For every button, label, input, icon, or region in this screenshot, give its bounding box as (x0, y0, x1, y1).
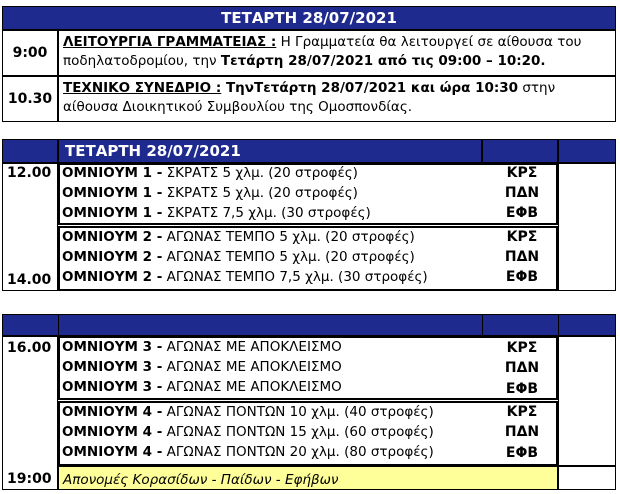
bottom-ceremony-text: Απονομές Κορασίδων - Παίδων - Εφήβων (63, 472, 339, 488)
mid-event-2: ΟΜΝΙΟΥΜ 1 - ΣΚΡΑΤΣ 5 χλμ. (20 στροφές) (62, 185, 358, 201)
top-table (2, 6, 616, 116)
bottom-event-6: ΟΜΝΙΟΥΜ 4 - ΑΓΩΝΑΣ ΠΟΝΤΩΝ 20 χλμ. (80 στροφές) (62, 444, 434, 460)
bottom-event-3: ΟΜΝΙΟΥΜ 3 - ΑΓΩΝΑΣ ΜΕ ΑΠΟΚΛΕΙΣΜΟ (62, 379, 342, 395)
bottom-event-1: ΟΜΝΙΟΥΜ 3 - ΑΓΩΝΑΣ ΜΕ ΑΠΟΚΛΕΙΣΜΟ (62, 339, 342, 355)
bottom-ceremony-cell (58, 466, 558, 490)
mid-event-3: ΟΜΝΙΟΥΜ 1 - ΣΚΡΑΤΣ 7,5 χλμ. (30 στροφές) (62, 205, 371, 221)
bottom-right-col (558, 336, 616, 466)
mid-code-4: ΚΡΣ (506, 229, 538, 245)
top-row1-text2a: ποδηλατοδρομίου, την (63, 53, 221, 69)
bottom-time-start: 16.00 (7, 340, 52, 356)
bottom-header-bar (2, 314, 616, 336)
bottom-time-col (2, 336, 58, 490)
mid-header-left (2, 139, 58, 163)
mid-event-1: ΟΜΝΙΟΥΜ 1 - ΣΚΡΑΤΣ 5 χλμ. (20 στροφές) (62, 165, 358, 181)
bottom-time-end: 19:00 (7, 471, 52, 487)
top-row1-text (58, 30, 616, 76)
mid-event-6: ΟΜΝΙΟΥΜ 2 - ΑΓΩΝΑΣ ΤΕΜΠΟ 7,5 χλμ. (30 στροφές) (62, 269, 428, 285)
mid-code-5: ΠΔΝ (504, 249, 540, 265)
top-row2-title: ΤΕΧΝΙΚΟ ΣΥΝΕΔΡΙΟ : (63, 80, 222, 96)
top-row2-text2: αίθουσα Διοικητικού Συμβουλίου της Ομοσπονδίας. (63, 99, 413, 115)
mid-code-1: ΚΡΣ (506, 165, 538, 181)
top-row2-text (58, 76, 616, 122)
mid-code-6: ΕΦΒ (505, 269, 539, 285)
bottom-code-5: ΠΔΝ (504, 424, 540, 440)
mid-code-2: ΠΔΝ (504, 185, 540, 201)
top-row1-text2b: Τετάρτη 28/07/2021 από τις 09:00 – 10:20. (220, 53, 546, 69)
bottom-header-sep2 (482, 314, 483, 336)
mid-right-col (558, 163, 616, 291)
bottom-code-6: ΕΦΒ (505, 445, 539, 461)
bottom-code-2: ΠΔΝ (504, 360, 540, 376)
bottom-event-2: ΟΜΝΙΟΥΜ 3 - ΑΓΩΝΑΣ ΜΕ ΑΠΟΚΛΕΙΣΜΟ (62, 359, 342, 375)
mid-code-3: ΕΦΒ (505, 205, 539, 221)
top-row2-text1b: στην (518, 80, 556, 96)
top-row1-title: ΛΕΙΤΟΥΡΓΙΑ ΓΡΑΜΜΑΤΕΙΑΣ : (63, 34, 277, 50)
bottom-event-4: ΟΜΝΙΟΥΜ 4 - ΑΓΩΝΑΣ ΠΟΝΤΩΝ 10 χλμ. (40 στροφές) (62, 404, 434, 420)
mid-header: ΤΕΤΑΡΤΗ 28/07/2021 (58, 139, 482, 163)
top-row2-time: 10.30 (2, 76, 58, 122)
bottom-event-5: ΟΜΝΙΟΥΜ 4 - ΑΓΩΝΑΣ ΠΟΝΤΩΝ 15 χλμ. (60 στροφές) (62, 424, 434, 440)
bottom-table (2, 314, 616, 490)
bottom-code-3: ΕΦΒ (505, 381, 539, 397)
bottom-ceremony-right (558, 466, 616, 490)
bottom-header-sep3 (558, 314, 559, 336)
mid-time-start: 12.00 (7, 165, 52, 181)
mid-header-right (558, 139, 616, 163)
top-row2-text1a: ΤηνΤετάρτη 28/07/2021 και ώρα 10:30 (221, 80, 519, 96)
mid-event-4: ΟΜΝΙΟΥΜ 2 - ΑΓΩΝΑΣ ΤΕΜΠΟ 5 χλμ. (20 στροφές) (62, 229, 415, 245)
mid-header-code (482, 139, 558, 163)
mid-time-end: 14.00 (7, 272, 52, 288)
mid-table (2, 139, 616, 291)
top-header: ΤΕΤΑΡΤΗ 28/07/2021 (2, 6, 616, 30)
top-row1-time: 9:00 (2, 30, 58, 76)
mid-time-col (2, 163, 58, 291)
top-row1-text1: Η Γραμματεία θα λειτουργεί σε αίθουσα του (276, 34, 582, 50)
bottom-code-1: ΚΡΣ (506, 340, 538, 356)
bottom-code-4: ΚΡΣ (506, 404, 538, 420)
bottom-header-sep1 (58, 314, 59, 336)
mid-event-5: ΟΜΝΙΟΥΜ 2 - ΑΓΩΝΑΣ ΤΕΜΠΟ 5 χλμ. (20 στροφές) (62, 249, 415, 265)
